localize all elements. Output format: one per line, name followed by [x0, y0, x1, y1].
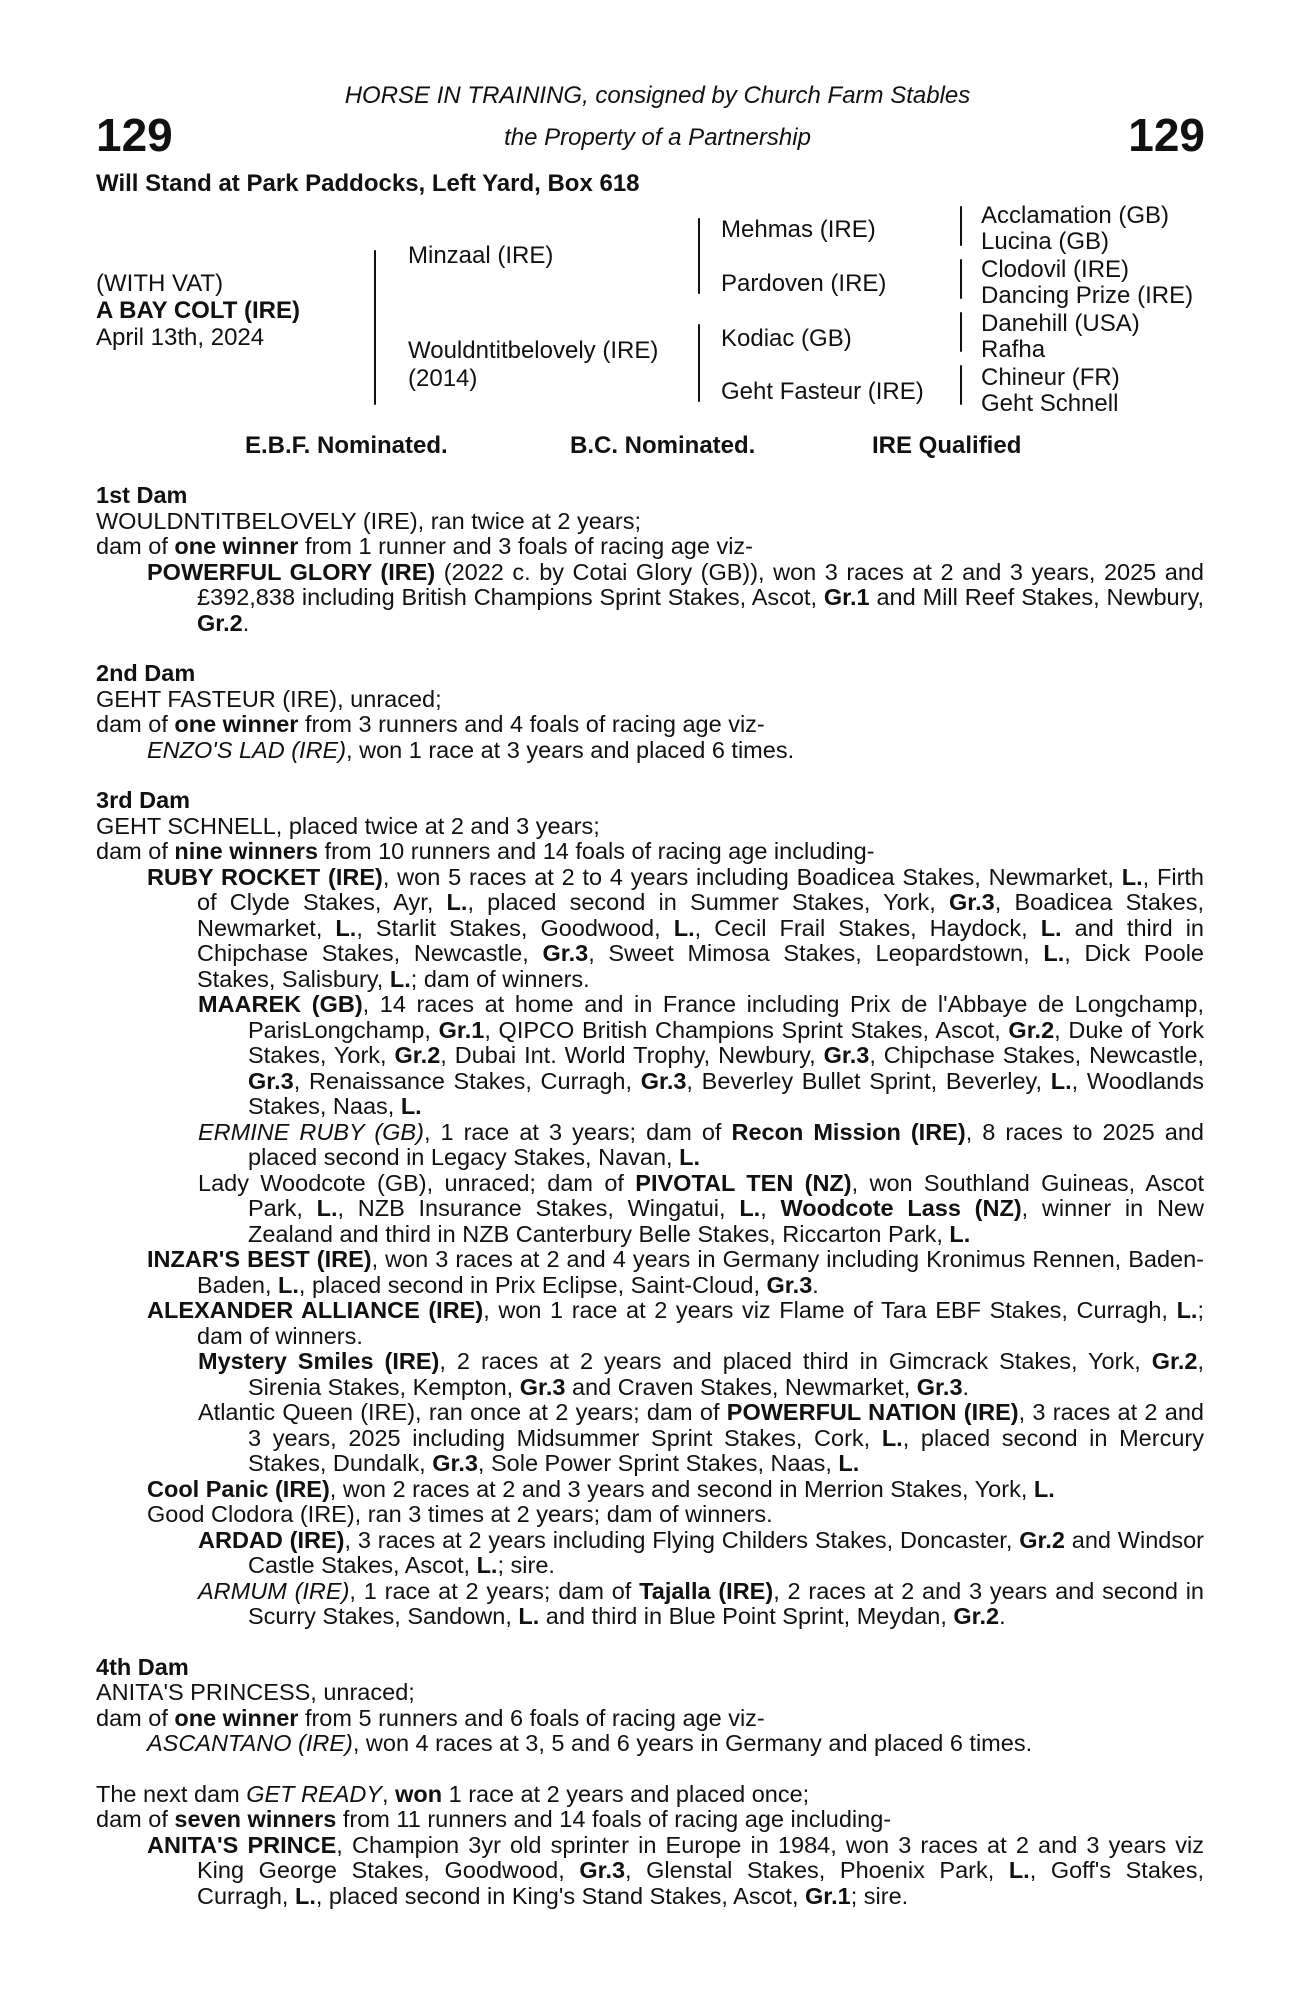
sire-dam: Pardoven (IRE) — [721, 270, 887, 297]
lot-number-left: 129 — [96, 109, 173, 161]
sire-sire: Mehmas (IRE) — [721, 216, 876, 243]
grand-1: Acclamation (GB) — [981, 202, 1170, 229]
dam3-entry-inzars-best: INZAR'S BEST (IRE), won 3 races at 2 and 4 years in Germany including Kronimus Rennen, Baden-Baden, L., placed second in Prix Eclipse, Saint-Cloud, Gr.3. — [147, 1246, 1204, 1298]
dam1-line1: WOULDNTITBELOVELY (IRE), ran twice at 2 years; — [96, 507, 641, 534]
dam3-entry-lady-woodcote: Lady Woodcote (GB), unraced; dam of PIVOTAL TEN (NZ), won Southland Guineas, Ascot Park, L., NZB Insurance Stakes, Wingatui, L., Woodcote Lass (NZ), winner in New Zealand and third in NZB Canterbury Belle Stakes, Riccarton Park, L. — [198, 1169, 1204, 1247]
lot-number-right: 129 — [1128, 109, 1205, 161]
dam-year: (2014) — [408, 365, 478, 392]
dam2-heading: 2nd Dam — [96, 660, 196, 686]
next-dam-line2: dam of seven winners from 11 runners and 14 foals of racing age including- — [96, 1806, 892, 1832]
dam4-heading: 4th Dam — [96, 1653, 189, 1680]
grand-4: Dancing Prize (IRE) — [981, 282, 1194, 309]
vat-note: (WITH VAT) — [96, 270, 224, 297]
produce-record — [96, 483, 1204, 1909]
dam-name: Wouldntitbelovely (IRE) — [408, 337, 659, 364]
dam1-heading: 1st Dam — [96, 482, 188, 508]
stand-info: Will Stand at Park Paddocks, Left Yard, Box 618 — [96, 170, 640, 197]
dam3-entry-armum: ARMUM (IRE), 1 race at 2 years; dam of Tajalla (IRE), 2 races at 2 and 3 years and second in Scurry Stakes, Sandown, L. and third in Blue Point Sprint, Meydan, Gr.2. — [198, 1577, 1204, 1629]
header-property: the Property of a Partnership — [504, 124, 811, 151]
next-dam-entry-anitas-prince: ANITA'S PRINCE, Champion 3yr old sprinter in Europe in 1984, won 3 races at 2 and 3 years viz King George Stakes, Goodwood, Gr.3, Glenstal Stakes, Phoenix Park, L., Goff's Stakes, Curragh, L., placed second in King's Stand Stakes, Ascot, Gr.1; sire. — [147, 1831, 1205, 1909]
dam3-entry-alexander-alliance: ALEXANDER ALLIANCE (IRE), won 1 race at 2 years viz Flame of Tara EBF Stakes, Curragh, L.; dam of winners. — [147, 1297, 1204, 1349]
bc-nominated: B.C. Nominated. — [570, 432, 756, 459]
pedigree-brace-main — [374, 250, 376, 405]
dam2-line1: GEHT FASTEUR (IRE), unraced; — [96, 685, 442, 712]
dam4-line1: ANITA'S PRINCESS, unraced; — [96, 1679, 415, 1705]
dam3-entry-ermine-ruby: ERMINE RUBY (GB), 1 race at 3 years; dam of Recon Mission (IRE), 8 races to 2025 and placed second in Legacy Stakes, Navan, L. — [198, 1118, 1204, 1170]
grand-5: Danehill (USA) — [981, 310, 1140, 337]
grand-7: Chineur (FR) — [981, 364, 1120, 391]
dam-dam: Geht Fasteur (IRE) — [721, 378, 924, 405]
dam2-line2: dam of one winner from 3 runners and 4 foals of racing age viz- — [96, 711, 765, 737]
dam3-heading: 3rd Dam — [96, 787, 191, 813]
dam-sire: Kodiac (GB) — [721, 325, 852, 352]
next-dam-line1: The next dam GET READY, won 1 race at 2 years and placed once; — [96, 1780, 810, 1807]
dam3-line2: dam of nine winners from 10 runners and 14 foals of racing age including- — [96, 838, 875, 864]
grand-3: Clodovil (IRE) — [981, 256, 1130, 283]
dam2-entry-enzos-lad: ENZO'S LAD (IRE), won 1 race at 3 years and placed 6 times. — [147, 736, 795, 763]
dam3-entry-maarek: MAAREK (GB), 14 races at home and in France including Prix de l'Abbaye de Longchamp, ParisLongchamp, Gr.1, QIPCO British Champions Sprint Stakes, Ascot, Gr.2, Duke of York Stakes, York, Gr.2, Dubai Int. World Trophy, Newbury, Gr.3, Chipchase Stakes, Newcastle, Gr.3, Renaissance Stakes, Curragh, Gr.3, Beverley Bullet Sprint, Beverley, L., Woodlands Stakes, Naas, L. — [198, 991, 1205, 1119]
dam3-entry-cool-panic: Cool Panic (IRE), won 2 races at 2 and 3 years and second in Merrion Stakes, York, L. — [147, 1475, 1055, 1502]
dam4-entry-ascantano: ASCANTANO (IRE), won 4 races at 3, 5 and 6 years in Germany and placed 6 times. — [147, 1730, 1033, 1756]
dam4-line2: dam of one winner from 5 runners and 6 foals of racing age viz- — [96, 1704, 765, 1731]
grand-2: Lucina (GB) — [981, 228, 1110, 255]
pedigree-brace-g3 — [960, 312, 962, 352]
foaling-date: April 13th, 2024 — [96, 324, 265, 351]
dam1-entry-powerful-glory: POWERFUL GLORY (IRE) (2022 c. by Cotai Glory (GB)), won 3 races at 2 and 3 years, 2025 and £392,838 including British Champions Sprint Stakes, Ascot, Gr.1 and Mill Reef Stakes, Newbury, Gr.2. — [147, 558, 1204, 636]
pedigree-brace-sire — [698, 218, 700, 294]
pedigree-brace-g4 — [960, 365, 962, 405]
grand-6: Rafha — [981, 336, 1046, 363]
pedigree-brace-g2 — [960, 259, 962, 299]
sire-name: Minzaal (IRE) — [408, 242, 554, 269]
dam3-entry-ardad: ARDAD (IRE), 3 races at 2 years including Flying Childers Stakes, Doncaster, Gr.2 and Windsor Castle Stakes, Ascot, L.; sire. — [198, 1526, 1204, 1578]
dam3-line1: GEHT SCHNELL, placed twice at 2 and 3 years; — [96, 812, 600, 839]
ebf-nominated: E.B.F. Nominated. — [245, 432, 448, 459]
grand-8: Geht Schnell — [981, 390, 1119, 417]
header-consignor: HORSE IN TRAINING, consigned by Church Farm Stables — [344, 82, 971, 109]
dam3-entry-ruby-rocket: RUBY ROCKET (IRE), won 5 races at 2 to 4 years including Boadicea Stakes, Newmarket, L., Firth of Clyde Stakes, Ayr, L., placed second in Summer Stakes, York, Gr.3, Boadicea Stakes, Newmarket, L., Starlit Stakes, Goodwood, L., Cecil Frail Stakes, Haydock, L. and third in Chipchase Stakes, Newcastle, Gr.3, Sweet Mimosa Stakes, Leopardstown, L., Dick Poole Stakes, Salisbury, L.; dam of winners. — [147, 863, 1204, 992]
horse-name: A BAY COLT (IRE) — [96, 297, 301, 324]
pedigree-brace-dam — [698, 324, 700, 402]
dam3-entry-atlantic-queen: Atlantic Queen (IRE), ran once at 2 years; dam of POWERFUL NATION (IRE), 3 races at 2 and 3 years, 2025 including Midsummer Sprint Stakes, Cork, L., placed second in Mercury Stakes, Dundalk, Gr.3, Sole Power Sprint Stakes, Naas, L. — [198, 1399, 1204, 1476]
dam1-line2: dam of one winner from 1 runner and 3 foals of racing age viz- — [96, 533, 753, 559]
pedigree-brace-g1 — [960, 206, 962, 246]
dam3-entry-mystery-smiles: Mystery Smiles (IRE), 2 races at 2 years and placed third in Gimcrack Stakes, York, Gr.2, Sirenia Stakes, Kempton, Gr.3 and Craven Stakes, Newmarket, Gr.3. — [198, 1348, 1204, 1400]
ire-qualified: IRE Qualified — [872, 432, 1022, 459]
dam3-entry-good-clodora: Good Clodora (IRE), ran 3 times at 2 years; dam of winners. — [147, 1501, 773, 1527]
